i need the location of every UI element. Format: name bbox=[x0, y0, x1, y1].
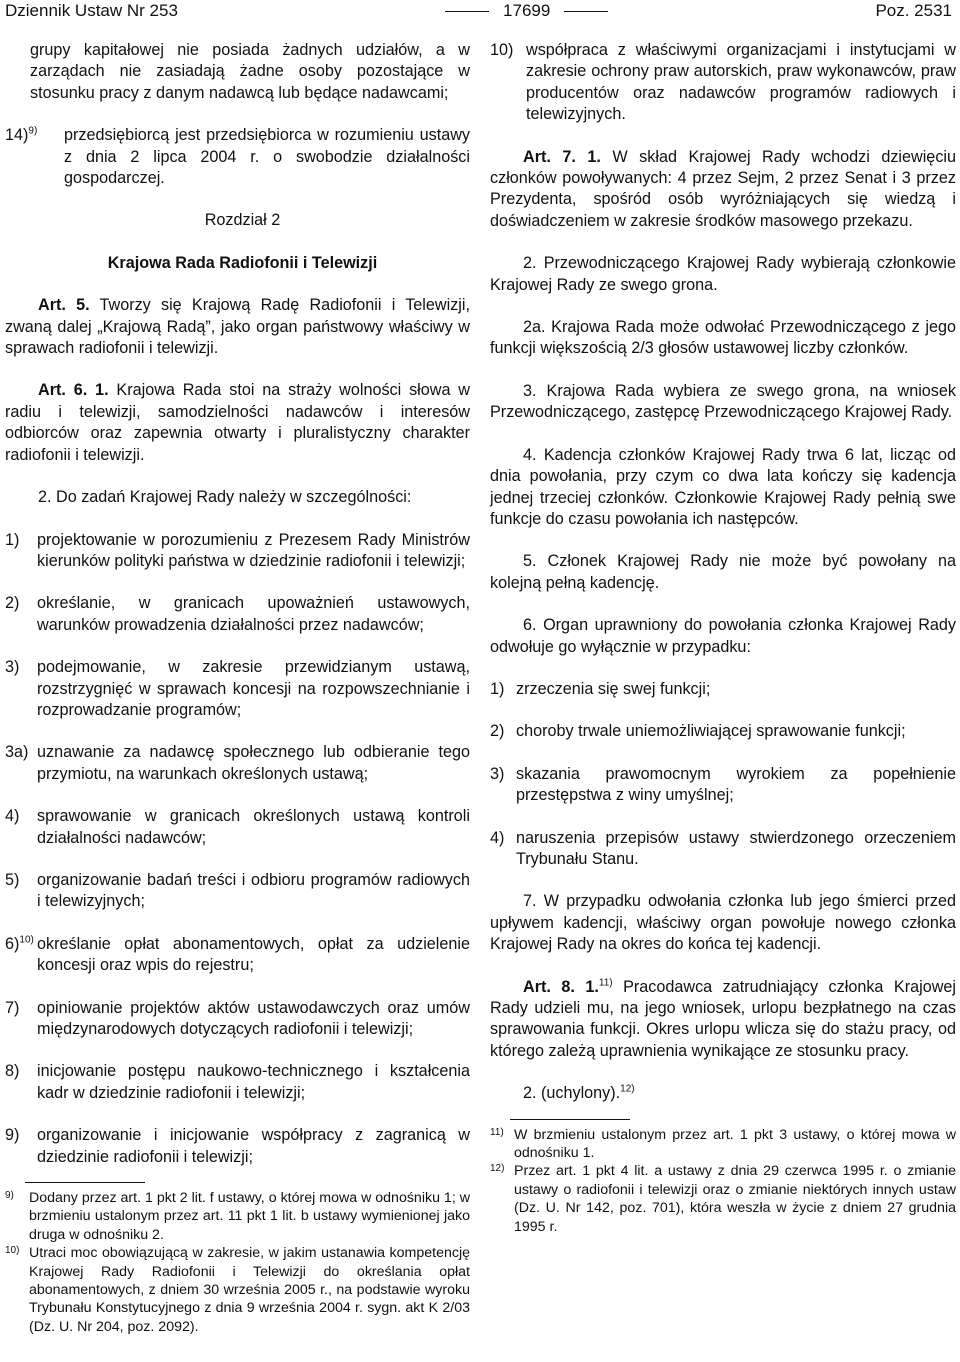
list-item: 9) organizowanie i inicjowanie współpracy z zagranicą w dziedzinie radiofonii i telewizji; bbox=[5, 1126, 470, 1166]
dash-right bbox=[564, 11, 608, 12]
footnote: 9) Dodany przez art. 1 pkt 2 lit. f ustawy, o której mowa w odnośniku 1; w brzmieniu ustalonym przez art. 11 pkt 1 lit. b ustawy wymienionej jako druga w odnośniku 2. bbox=[5, 1190, 470, 1243]
article-6 bbox=[5, 380, 470, 466]
article-7-para: 5. Członek Krajowej Rady nie może być powołany na kolejną pełną kadencję. bbox=[490, 552, 956, 592]
list-item: 4) sprawowanie w granicach określonych ustawą kontroli działalności nadawców; bbox=[5, 807, 470, 847]
article-text: W skład Krajowej Rady wchodzi dziewięciu członków powoływanych: 4 przez Sejm, 2 przez Senat i 3 przez Prezydenta, spośród osób wyróżniających się wiedzą i doświadczeniem w zakresie środków masowego przekazu. bbox=[490, 147, 957, 230]
article-7-para: 3. Krajowa Rada wybiera ze swego grona, na wniosek Przewodniczącego, zastępcę Przewodniczącego Krajowej Rady. bbox=[490, 381, 956, 422]
article-label: Art. 6. 1. bbox=[38, 381, 109, 400]
item-number: 14) bbox=[5, 126, 29, 145]
article-6-para-2: 2. Do zadań Krajowej Rady należy w szczególności: bbox=[38, 488, 412, 507]
footnote-ref: 12) bbox=[620, 1083, 635, 1095]
article-7-para: 2a. Krajowa Rada może odwołać Przewodniczącego z jego funkcji większością 2/3 głosów ustawowej liczby członków. bbox=[490, 318, 956, 358]
list-item: 3a) uznawanie za nadawcę społecznego lub odbieranie tego przymiotu, na warunkach określonych ustawą; bbox=[5, 743, 470, 783]
article-7-para: 2. Przewodniczącego Krajowej Rady wybierają członkowie Krajowej Rady ze swego grona. bbox=[490, 254, 956, 294]
list-item: 6)$^{10)}$ określanie opłat abonamentowych, opłat za udzielenie koncesji oraz wpis do rejestru; bbox=[5, 934, 470, 975]
left-column bbox=[5, 40, 470, 1336]
list-item: 1) projektowanie w porozumieniu z Prezesem Rady Ministrów kierunków polityki państwa w dziedzinie radiofonii i telewizji; bbox=[5, 530, 470, 570]
position-number: Poz. 2531 bbox=[875, 1, 952, 20]
right-column bbox=[490, 40, 956, 1236]
page-number-group bbox=[431, 1, 622, 21]
article-label: Art. 5. bbox=[38, 296, 90, 315]
list-item: 4) naruszenia przepisów ustawy stwierdzonego orzeczeniem Trybunału Stanu. bbox=[490, 828, 956, 868]
item-10: 10) współpraca z właściwymi organizacjami i instytucjami w zakresie ochrony praw autorskich, praw wykonawców, praw producentów oraz nadawców programów radiowych i telewizyjnych. bbox=[490, 41, 956, 124]
list-item: 8) inicjowanie postępu naukowo-technicznego i kształcenia kadr w dziedzinie radiofonii i telewizji; bbox=[5, 1062, 470, 1102]
item-14 bbox=[5, 125, 470, 189]
footnote-ref: 9) bbox=[28, 125, 38, 137]
tasks-list bbox=[5, 530, 470, 1169]
intro-paragraph: grupy kapitałowej nie posiada żadnych udziałów, a w zarządach nie zasiadają żadne osoby pozostające w stosunku pracy z danym nadawcą lub będące nadawcami; bbox=[30, 41, 470, 102]
article-text: Krajowa Rada stoi na straży wolności słowa w radiu i telewizji, samodzielności nadawców i interesów odbiorców oraz zapewnia otwarty i pluralistyczny charakter radiofonii i telewizji. bbox=[5, 381, 470, 464]
dismissal-list bbox=[490, 679, 956, 870]
article-8 bbox=[490, 977, 956, 1063]
list-item: 5) organizowanie badań treści i odbioru programów radiowych i telewizyjnych; bbox=[5, 870, 470, 911]
list-item: 1) zrzeczenia się swej funkcji; bbox=[490, 679, 711, 698]
list-item: 7) opiniowanie projektów aktów ustawodawczych oraz umów międzynarodowych dotyczących radiofonii i telewizji; bbox=[5, 998, 470, 1038]
chapter-number: Rozdział 2 bbox=[204, 211, 281, 230]
article-label: Art. 8. 1. bbox=[523, 977, 599, 996]
list-item: 3) skazania prawomocnym wyrokiem za popełnienie przestępstwa z winy umyślnej; bbox=[490, 764, 956, 805]
list-item: 3) podejmowanie, w zakresie przewidzianym ustawą, rozstrzygnięć w sprawach koncesji na rozpowszechnianie i rozprowadzanie programów; bbox=[5, 658, 470, 719]
footnote-ref: 11) bbox=[598, 977, 613, 989]
footnote: 11) W brzmieniu ustalonym przez art. 1 pkt 3 ustawy, o której mowa w odnośniku 1. bbox=[490, 1126, 956, 1162]
footnotes bbox=[490, 1126, 956, 1236]
article-text: Pracodawca zatrudniający członka Krajowej Rady udzieli mu, na jego wniosek, urlopu bezpłatnego na czas sprawowania funkcji. Okres urlopu wlicza się do stażu pracy, od którego zależą uprawnienia wynikające ze stosunku pracy. bbox=[490, 977, 956, 1060]
list-item: 2) określanie, w granicach upoważnień ustawowych, warunków prowadzenia działalności przez nadawców; bbox=[5, 594, 470, 634]
article-label: Art. 7. 1. bbox=[523, 147, 601, 166]
footnote-separator bbox=[25, 1182, 145, 1183]
journal-title: Dziennik Ustaw Nr 253 bbox=[5, 1, 178, 20]
footnote: 10) Utraci moc obowiązującą w zakresie, w jakim ustanawia kompetencję Krajowej Rady Radiofonii i Telewizji do określania opłat abonamentowych, z dniem 30 września 2005 r., na podstawie wyroku Trybunału Konstytucyjnego z dnia 9 września 2004 r. sygn. akt K 2/03 (Dz. U. Nr 204, poz. 2092). bbox=[5, 1245, 470, 1335]
footnotes bbox=[5, 1189, 470, 1336]
article-7-para: 6. Organ uprawniony do powołania członka Krajowej Rady odwołuje go wyłącznie w przypadku: bbox=[490, 616, 956, 656]
page-header bbox=[5, 0, 952, 22]
item-text: przedsiębiorcą jest przedsiębiorca w rozumieniu ustawy z dnia 2 lipca 2004 r. o swobodzie działalności gospodarczej. bbox=[64, 126, 470, 188]
chapter-title: Krajowa Rada Radiofonii i Telewizji bbox=[107, 253, 378, 272]
dash-left bbox=[445, 11, 489, 12]
article-8-para-2: 2. (uchylony).$^{12)}$ bbox=[523, 1083, 635, 1103]
list-item: 2) choroby trwale uniemożliwiającej sprawowanie funkcji; bbox=[490, 722, 906, 741]
footnote-separator bbox=[510, 1119, 630, 1120]
article-7-para: 4. Kadencja członków Krajowej Rady trwa 6 lat, licząc od dnia powołania, przy czym co dwa lata kończy się kadencja jednej trzeciej członków. Członkowie Krajowej Rady pełnią swe funkcje do czasu powołania ich następców. bbox=[490, 445, 956, 528]
article-7 bbox=[490, 147, 956, 233]
footnote-ref: 10) bbox=[19, 934, 34, 946]
article-7-para-7: 7. W przypadku odwołania członka lub jego śmierci przed upływem kadencji, właściwy organ powołuje nowego członka Krajowej Rady na okres do końca tej kadencji. bbox=[490, 892, 956, 954]
article-5 bbox=[5, 295, 470, 359]
page-number: 17699 bbox=[503, 1, 551, 20]
article-text: Tworzy się Krajową Radę Radiofonii i Telewizji, zwaną dalej „Krajową Radą”, jako organ państwowy właściwy w sprawach radiofonii i telewizji. bbox=[5, 296, 470, 358]
footnote: 12) Przez art. 1 pkt 4 lit. a ustawy z dnia 29 czerwca 1995 r. o zmianie ustawy o radiofonii i telewizji oraz o zmianie niektórych innych ustaw (Dz. U. Nr 142, poz. 701), która weszła w życie z dniem 27 grudnia 1995 r. bbox=[490, 1163, 956, 1235]
